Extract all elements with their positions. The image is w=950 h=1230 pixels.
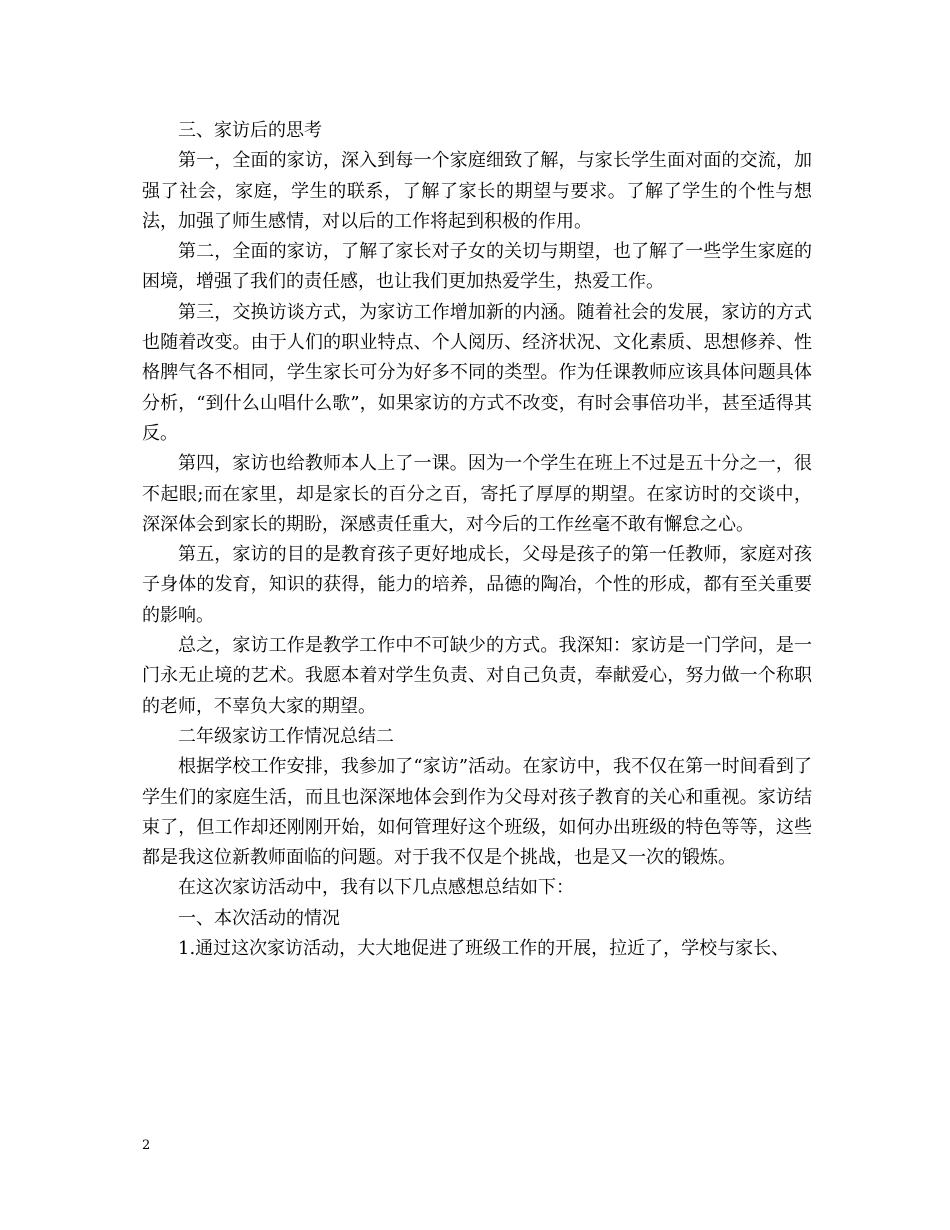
paragraph-third-point: 第三，交换访谈方式，为家访工作增加新的内涵。随着社会的发展，家访的方式也随着改变。由于人们的职业特点、个人阅历、经济状况、文化素质、思想修养、性格脾气各不相同，学生家长可分为好多不同的类型。作为任课教师应该具体问题具体分析，“到什么山唱什么歌”，如果家访的方式不改变，有时会事倍功半，甚至适得其反。 [142,301,812,444]
paragraph-point-one: 1.通过这次家访活动，大大地促进了班级工作的开展，拉近了，学校与家长、 [178,938,790,960]
paragraph-fifth-point: 第五，家访的目的是教育孩子更好地成长，父母是孩子的第一任教师，家庭对孩子身体的发育，知识的获得，能力的培养，品德的陶冶，个性的形成，都有至关重要的影响。 [142,544,812,626]
paragraph-thoughts-intro: 在这次家访活动中，我有以下几点感想总结如下： [178,877,574,899]
section-heading-reflection: 三、家访后的思考 [178,120,322,141]
paragraph-fourth-point: 第四，家访也给教师本人上了一课。因为一个学生在班上不过是五十分之一，很不起眼;而在家里，却是家长的百分之百，寄托了厚厚的期望。在家访时的交谈中，深深体会到家长的期盼，深感责任重大，对今后的工作丝毫不敢有懈怠之心。 [142,453,812,535]
document-body [142,116,812,964]
page-number: 2 [142,1138,151,1153]
paragraph-second-point: 第二，全面的家访，了解了家长对子女的关切与期望，也了解了一些学生家庭的困境，增强了我们的责任感，也让我们更加热爱学生，热爱工作。 [142,241,812,293]
paragraph-conclusion: 总之，家访工作是教学工作中不可缺少的方式。我深知：家访是一门学问，是一门永无止境的艺术。我愿本着对学生负责、对自己负责，奉献爱心，努力做一个称职的老师，不辜负大家的期望。 [142,635,812,717]
section-title-summary-two: 二年级家访工作情况总结二 [178,725,394,747]
paragraph-intro: 根据学校工作安排，我参加了“家访”活动。在家访中，我不仅在第一时间看到了学生们的家庭生活，而且也深深地体会到作为父母对孩子教育的关心和重视。家访结束了，但工作却还刚刚开始，如何管理好这个班级，如何办出班级的特色等等，这些都是我这位新教师面临的问题。对于我不仅是个挑战，也是又一次的锻炼。 [142,756,812,869]
paragraph-first-point: 第一，全面的家访，深入到每一个家庭细致了解，与家长学生面对面的交流，加强了社会，家庭，学生的联系，了解了家长的期望与要求。了解了学生的个性与想法，加强了师生感情，对以后的工作将起到积极的作用。 [142,150,812,232]
section-heading-activity: 一、本次活动的情况 [178,907,340,929]
